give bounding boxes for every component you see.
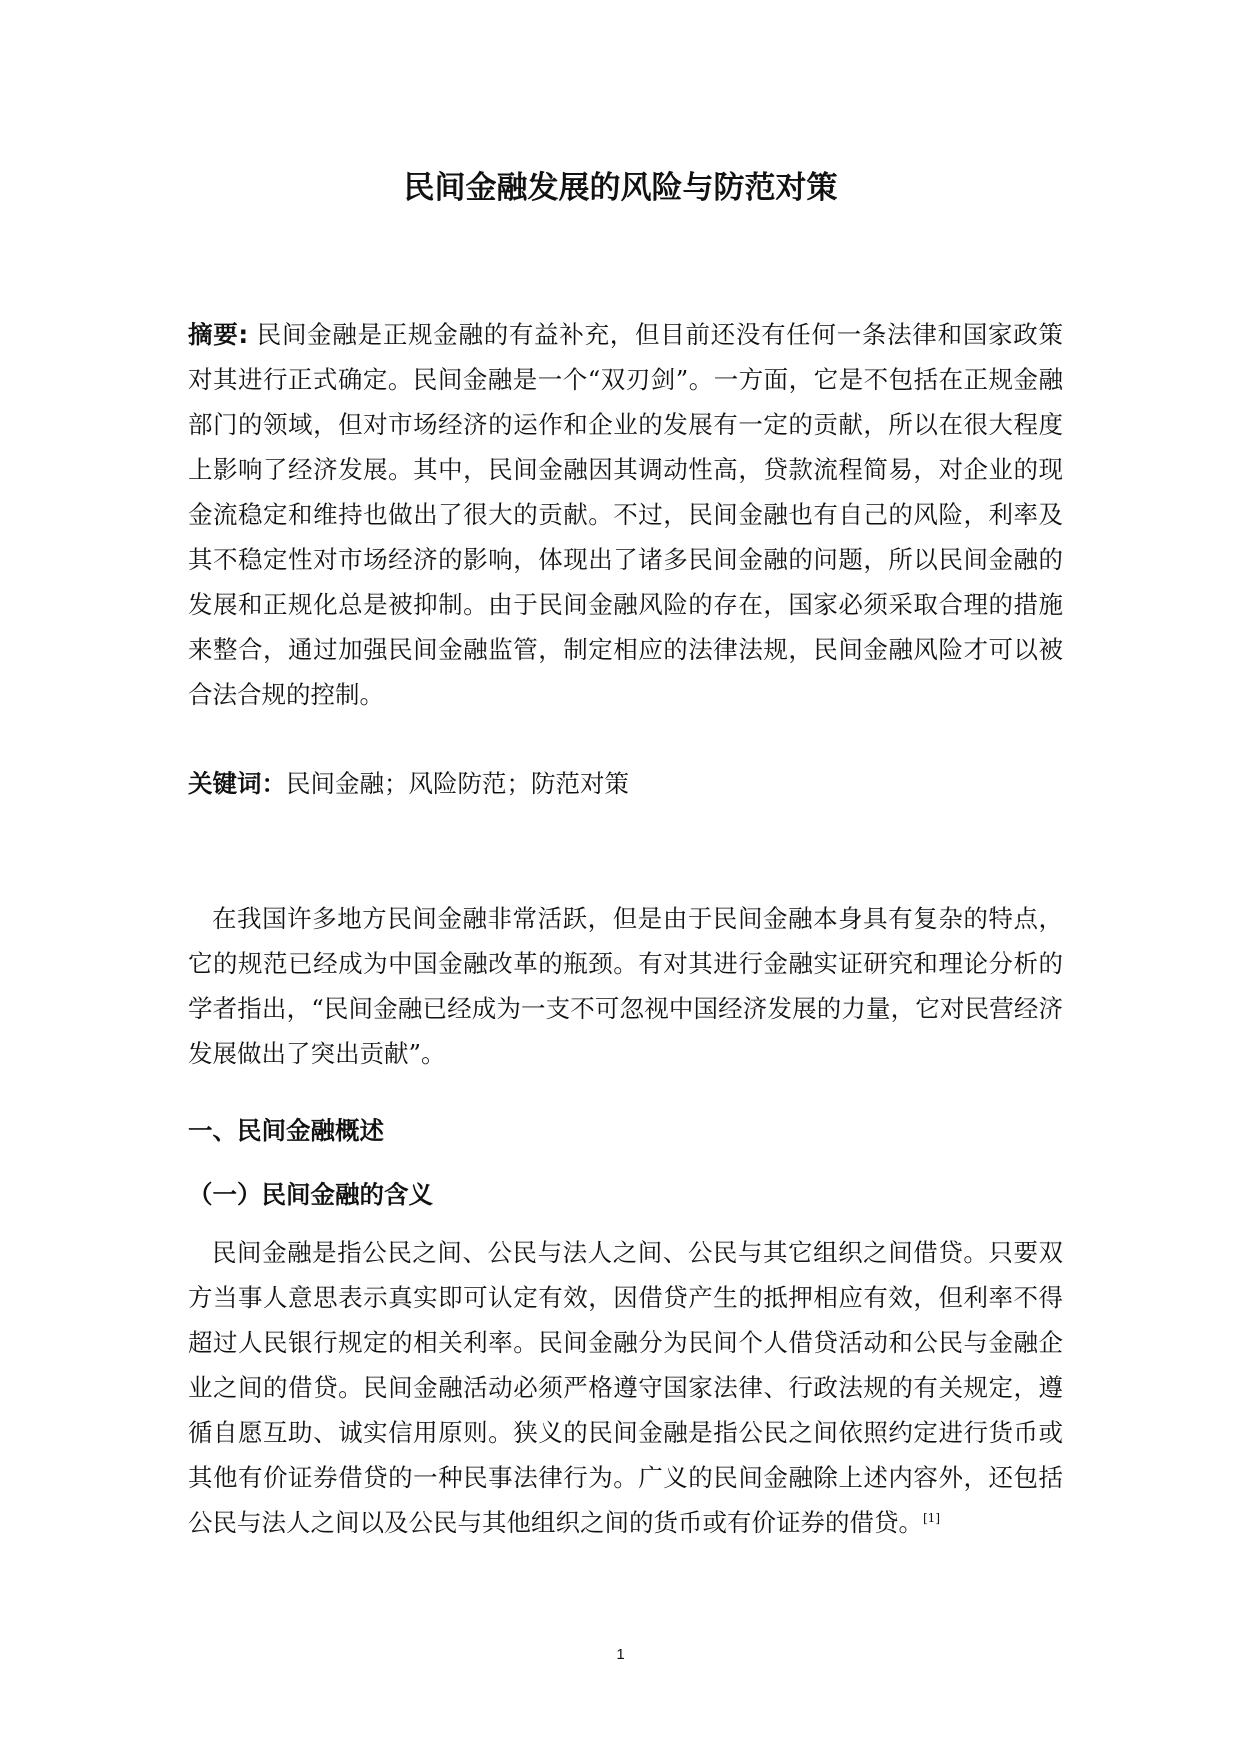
document-title: 民间金融发展的风险与防范对策 [403,170,838,206]
abstract-paragraph [188,312,1063,717]
subsection-heading: （一）民间金融的含义 [188,1180,433,1209]
body-paragraph [188,1230,1063,1545]
citation-marker: [1] [923,1510,940,1525]
page-number: 1 [616,1646,625,1663]
keywords-text: 民间金融；风险防范；防范对策 [286,769,629,798]
keywords-label: 关键词： [188,769,286,798]
keywords-line [188,766,1063,802]
body-text: 民间金融是指公民之间、公民与法人之间、公民与其它组织之间借贷。只要双方当事人意思表示真实即可认定有效，因借贷产生的抵押相应有效，但利率不得超过人民银行规定的相关利率。民间金融分为民间个人借贷活动和公民与金融企业之间的借贷。民间金融活动必须严格遵守国家法律、行政法规的有关规定，遵循自愿互助、诚实信用原则。狭义的民间金融是指公民之间依照约定进行货币或其他有价证券借贷的一种民事法律行为。广义的民间金融除上述内容外，还包括公民与法人之间以及公民与其他组织之间的货币或有价证券的借贷。 [188,1238,1063,1537]
abstract-text: 民间金融是正规金融的有益补充，但目前还没有任何一条法律和国家政策对其进行正式确定。民间金融是一个“双刃剑”。一方面，它是不包括在正规金融部门的领域，但对市场经济的运作和企业的发展有一定的贡献，所以在很大程度上影响了经济发展。其中，民间金融因其调动性高，贷款流程简易，对企业的现金流稳定和维持也做出了很大的贡献。不过，民间金融也有自己的风险，利率及其不稳定性对市场经济的影响，体现出了诸多民间金融的问题，所以民间金融的发展和正规化总是被抑制。由于民间金融风险的存在，国家必须采取合理的措施来整合，通过加强民间金融监管，制定相应的法律法规，民间金融风险才可以被合法合规的控制。 [188,320,1063,709]
abstract-label: 摘要: [188,320,249,349]
section-heading: 一、民间金融概述 [188,1116,384,1145]
intro-paragraph: 在我国许多地方民间金融非常活跃，但是由于民间金融本身具有复杂的特点，它的规范已经成为中国金融改革的瓶颈。有对其进行金融实证研究和理论分析的学者指出，“民间金融已经成为一支不可忽视中国经济发展的力量，它对民营经济发展做出了突出贡献”。 [188,904,1063,1068]
